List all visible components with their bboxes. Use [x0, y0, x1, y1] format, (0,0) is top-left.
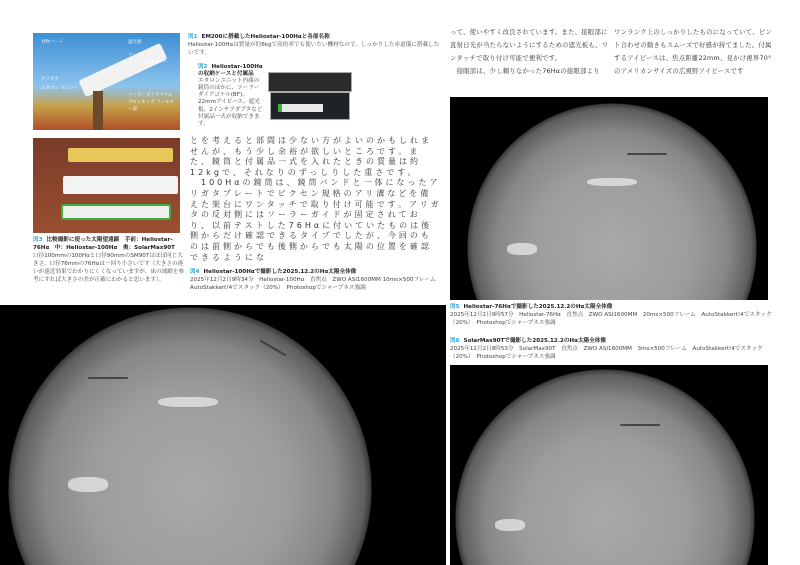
body-text-right-2: ワンランク上のしっかりしたものになっていて、ピント合わせの動きもスムーズで好感が持てました。付属するアイピースは、焦点距離22mm、見かけ視界70°のアメリカンサイズの広視野アイピースです	[614, 28, 772, 75]
body-text-right-1: って、使いやすく改良されています。また、接眼部に直射日光が当たらないようにするための遮光板も、ワンタッチで取り付け可能で便利です。 接眼部は、少し頼りなかった76Hαの接眼部より	[450, 28, 609, 75]
fig4-title: Heliostar-100Hαで撮影した2025.12.2のHα太陽全体像	[203, 269, 357, 275]
fig3-caption	[33, 236, 185, 284]
telescope-photo	[33, 33, 180, 130]
carrying-case-photo	[266, 70, 354, 122]
fig6-text: 2025年12月2日8時53分 SolarMax90T 直焦点 ZWO ASI1600MM 3ms×500フレーム AutoStakkert!4でスタック（20%） Photoshopでシャープネス強調	[450, 346, 763, 360]
fig6-caption	[450, 337, 772, 361]
fig3-text: 口径100mmの100Hαと口径90mmのSM90Tはほぼ同じ大きさ、口径76mmの76Hαは一回り小さいです（大きさの違いが遠近効果でわかりにくくなっていますが、床の絨緞を参考にすれば大きさの差が正確にわかると思います）。	[33, 253, 185, 283]
part-labels	[41, 38, 86, 93]
comparison-telescopes-photo	[33, 138, 180, 233]
fig1-title: EM200に搭載したHeliostar-100Hαと各部名称	[201, 34, 330, 40]
fig2-text: エタロンユニット内蔵の鏡筒のほかに、ソーラーダイアゴナル(BF)、22mmアイピース、遮光板、2インチアダプタなど付属品一式が収納できます。	[198, 78, 263, 127]
sun-image-76h	[450, 97, 768, 300]
fig2-title: Heliostar-100Hαの収納ケースと付属品	[198, 64, 263, 78]
fig5-number: 図5	[450, 304, 460, 310]
label-etalon: エタロン ユニット	[41, 86, 79, 91]
fig6-title: SolarMax90Tで撮影した2025.12.2のHα太陽全体像	[463, 338, 606, 344]
label-shade: 遮光板	[128, 40, 142, 45]
label-hood: 対物フード	[41, 40, 64, 45]
fig4-text: 2025年12月2日9時34分 Heliostar-100Hα 直焦点 ZWO ASI1600MM 10ms×500フレーム AutoStakkert!4でスタック（20%） Photoshopでシャープネス強調	[190, 277, 442, 291]
label-lever: ヌスロン調整レバー	[128, 60, 169, 65]
sun-image-solarmax90t	[450, 365, 768, 565]
fig6-number: 図6	[450, 338, 460, 344]
fig1-number: 図1	[188, 34, 198, 40]
fig3-title: 比較撮影に使った太陽望遠鏡 手前：Heliostar-76Hα 中：Heliostar-100Hα 奥：SolarMax90T	[33, 237, 175, 251]
fig1-text: Heliostar-100Hαは質量が約6kgで高倍率でも使いたい機材なので、しっかりした赤道儀に搭載したいです。	[188, 42, 440, 56]
fig2-number: 図2	[198, 64, 208, 70]
label-dovetail: アリガタ	[41, 77, 59, 82]
fig5-caption	[450, 303, 772, 327]
fig3-number: 図3	[33, 237, 43, 243]
label-solar-guide: ソーラーガイド	[128, 53, 160, 58]
fig1-caption	[188, 33, 440, 57]
fig4-caption	[190, 268, 442, 292]
fig4-number: 図4	[190, 269, 200, 275]
fig5-text: 2025年12月2日9時57分 Heliostar-76Hα 直焦点 ZWO ASI1600MM 20ms×500フレーム AutoStakkert!4でスタック（20%） Photoshopでシャープネス強調	[450, 312, 772, 326]
sun-image-100h	[0, 305, 446, 565]
body-text-left: とを考えると部間は少ない方がよいのかもしれませんが、もう少し余裕が欲しいところです。また、鏡筒と付属品一式を入れたときの質量は約12kgで、それなりのずっしりした重さです。 100Hαの鏡筒は、鏡筒バンドと一体になったアリガタプレートでビクセン規格のアリ溝などを備えた架台にワンタッチで取り付け可能です。アリガタの反対側にはソーラーガイドが固定されており、以前テストした76Hαに付いていたものは後側からだけ確認できるタイプでしたが、今回のものは前側からでも後側からでも太陽の位置を確認できるようにな	[190, 136, 442, 262]
label-diagonal: ソーラーダイアゴナル ブロッキング フィルター部	[128, 93, 174, 112]
fig5-title: Heliostar-76Hαで撮影した2025.12.2のHα太陽全体像	[463, 304, 613, 310]
fig2-caption	[198, 64, 263, 128]
